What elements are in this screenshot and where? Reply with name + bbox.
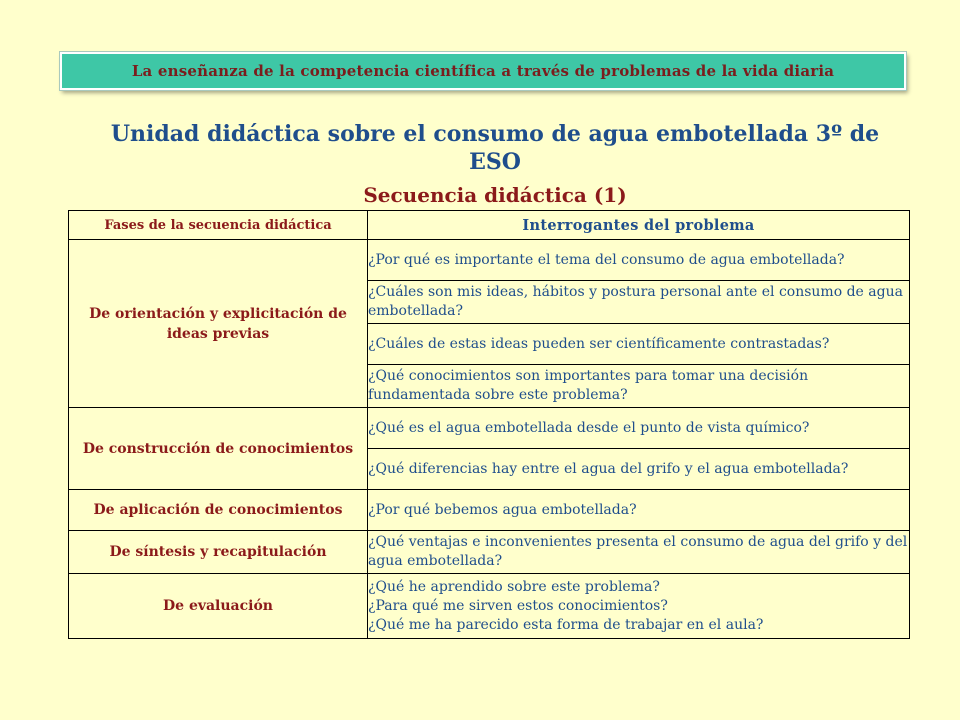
phase-application: De aplicación de conocimientos [69,490,368,531]
table-header-row [69,211,910,240]
table-row [69,531,910,574]
question-cell: ¿Qué es el agua embotellada desde el punto de vista químico? [368,408,910,449]
table-row [69,240,910,281]
question-line: ¿Qué me ha parecido esta forma de trabajar en el aula? [368,616,764,633]
header-banner [60,52,906,90]
question-cell: ¿Qué conocimientos son importantes para tomar una decisión fundamentada sobre este problema? [368,365,910,408]
phase-orientation: De orientación y explicitación de ideas previas [69,240,368,408]
column-header-questions: Interrogantes del problema [368,211,910,240]
phase-construction: De construcción de conocimientos [69,408,368,490]
question-cell: ¿Cuáles de estas ideas pueden ser científicamente contrastadas? [368,324,910,365]
page-title: Unidad didáctica sobre el consumo de agua embotellada 3º de ESO [110,121,880,175]
sequence-table [68,210,910,639]
table-row [69,408,910,449]
column-header-phases: Fases de la secuencia didáctica [69,211,368,240]
page-subtitle: Secuencia didáctica (1) [363,183,627,207]
question-cell: ¿Cuáles son mis ideas, hábitos y postura personal ante el consumo de agua embotellada? [368,281,910,324]
question-cell [368,574,910,639]
question-cell: ¿Qué ventajas e inconvenientes presenta el consumo de agua del grifo y del agua embotellada? [368,531,910,574]
table-row [69,490,910,531]
question-line: ¿Qué he aprendido sobre este problema? [368,578,660,595]
question-line: ¿Para qué me sirven estos conocimientos? [368,597,668,614]
table-row [69,574,910,639]
phase-synthesis: De síntesis y recapitulación [69,531,368,574]
question-cell: ¿Por qué bebemos agua embotellada? [368,490,910,531]
banner-text: La enseñanza de la competencia científica a través de problemas de la vida diaria [131,62,835,80]
question-cell: ¿Por qué es importante el tema del consumo de agua embotellada? [368,240,910,281]
question-cell: ¿Qué diferencias hay entre el agua del grifo y el agua embotellada? [368,449,910,490]
phase-evaluation: De evaluación [69,574,368,639]
